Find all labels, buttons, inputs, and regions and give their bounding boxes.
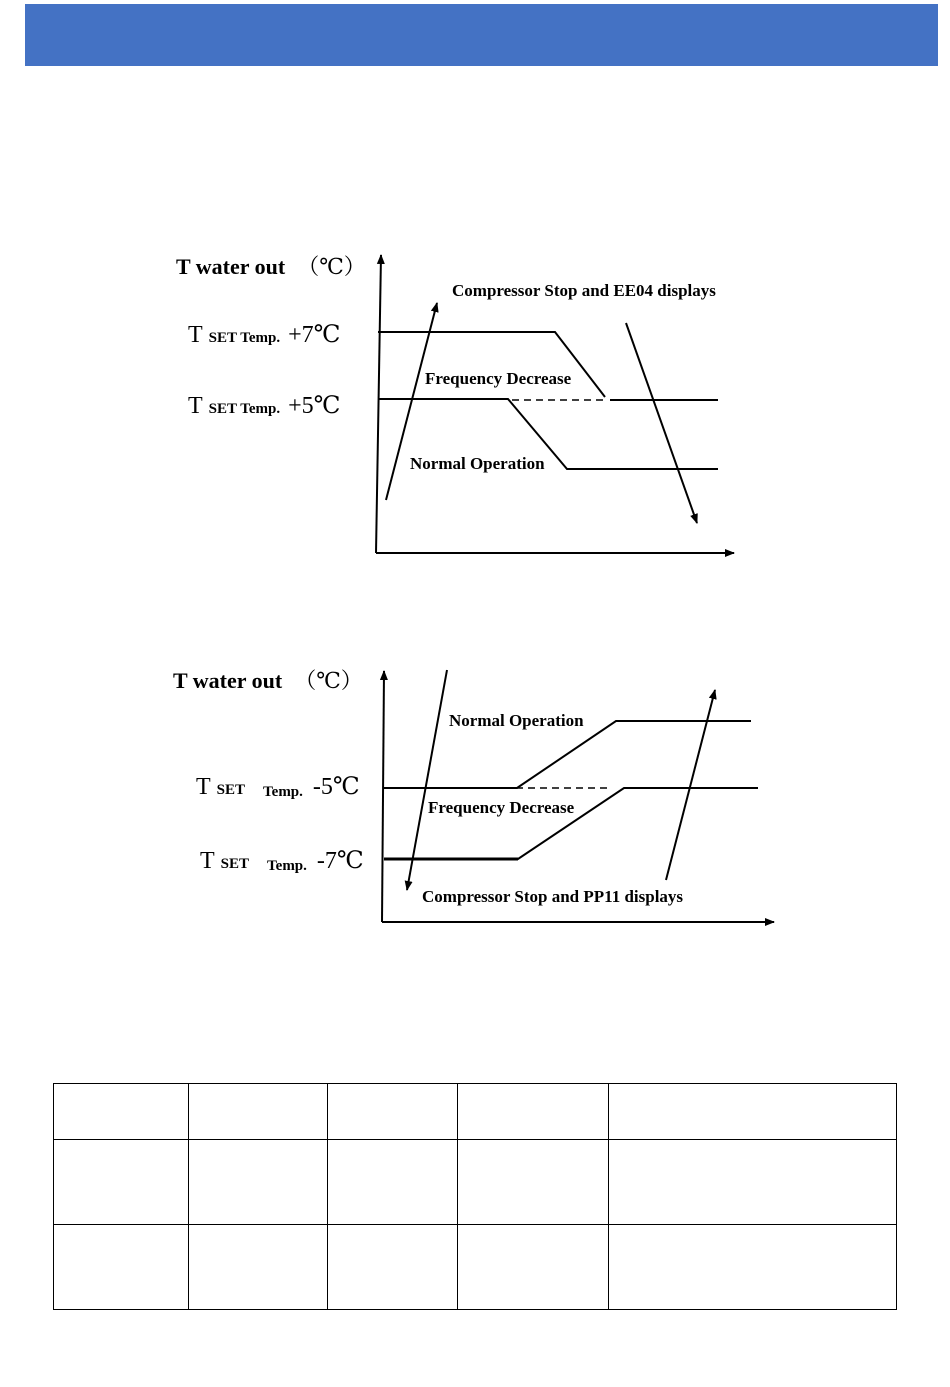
table-cell — [458, 1140, 609, 1225]
label-compressor-stop: Compressor Stop and PP11 displays — [422, 887, 684, 906]
axis-title: T water out （℃） — [173, 668, 363, 693]
frequency-threshold-line — [384, 721, 751, 788]
falling-arrow — [626, 323, 697, 523]
table-cell — [609, 1140, 897, 1225]
rising-arrow — [666, 690, 715, 880]
table-cell — [328, 1140, 458, 1225]
table-row — [54, 1225, 897, 1310]
label-compressor-stop: Compressor Stop and EE04 displays — [452, 281, 716, 300]
lower-level-label: T SET Temp. +5℃ — [188, 393, 341, 419]
upper-level-label: T SET Temp. -5℃ — [196, 774, 360, 800]
label-normal-operation: Normal Operation — [449, 711, 584, 730]
y-axis — [382, 671, 384, 922]
lower-level-label: T SET Temp. -7℃ — [200, 848, 364, 874]
label-frequency-decrease: Frequency Decrease — [428, 798, 575, 817]
low-temp-protection-diagram — [0, 600, 950, 960]
table-cell — [54, 1140, 189, 1225]
table-cell — [54, 1084, 189, 1140]
label-frequency-decrease: Frequency Decrease — [425, 369, 572, 388]
axis-title: T water out （℃） — [176, 254, 366, 279]
table-row — [54, 1084, 897, 1140]
table-cell — [458, 1084, 609, 1140]
label-normal-operation: Normal Operation — [410, 454, 545, 473]
table-cell — [609, 1225, 897, 1310]
parameter-table — [53, 1083, 897, 1310]
table-cell — [54, 1225, 189, 1310]
table-cell — [328, 1225, 458, 1310]
y-axis — [376, 255, 381, 553]
table-cell — [328, 1084, 458, 1140]
table-cell — [189, 1225, 328, 1310]
table-cell — [189, 1084, 328, 1140]
table-row — [54, 1140, 897, 1225]
falling-arrow — [407, 670, 447, 890]
table-cell — [609, 1084, 897, 1140]
table-cell — [458, 1225, 609, 1310]
upper-level-label: T SET Temp. +7℃ — [188, 322, 341, 348]
high-temp-protection-diagram — [0, 0, 950, 600]
table-cell — [189, 1140, 328, 1225]
